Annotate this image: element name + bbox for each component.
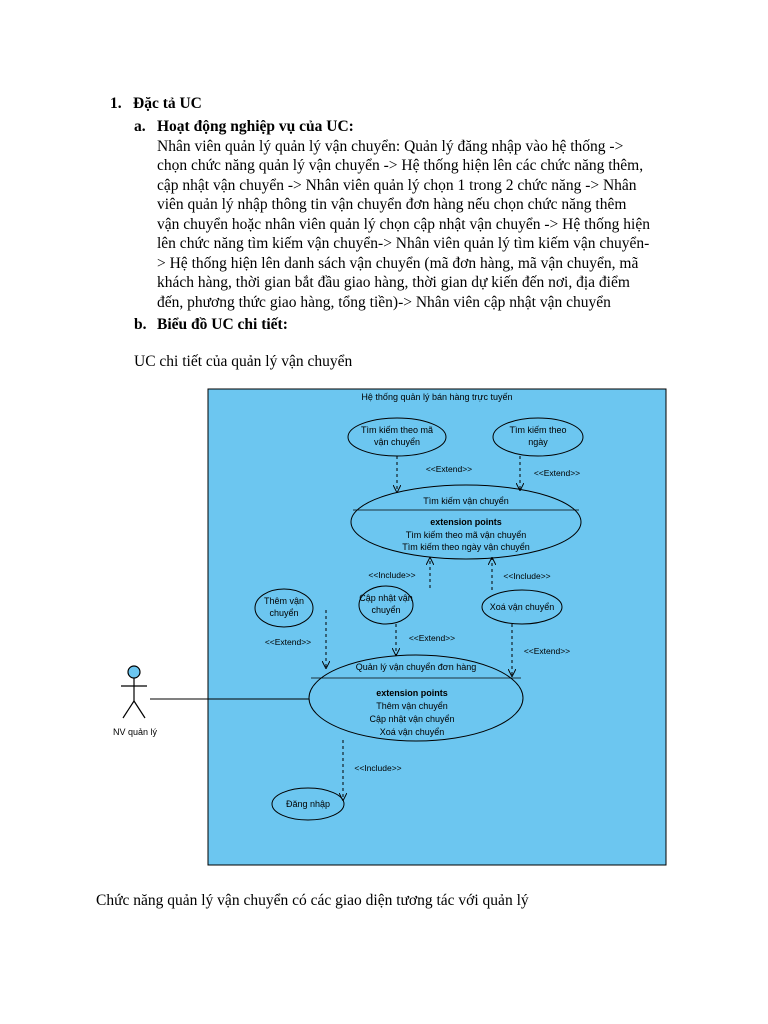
- description-line: khách hàng, thời gian bắt đầu giao hàng, thời gian dự kiến đến nơi, địa điểm: [157, 274, 630, 291]
- description-line: lên chức năng tìm kiếm vận chuyển-> Nhân viên quản lý tìm kiếm vận chuyển-: [157, 235, 650, 252]
- relation-label: <<Include>>: [503, 571, 551, 581]
- actor-head: [128, 666, 140, 678]
- usecase-label: vận chuyển: [373, 437, 421, 447]
- system-title: Hệ thống quản lý bán hàng trực tuyến: [361, 392, 513, 402]
- section-title: Đặc tả UC: [133, 95, 202, 112]
- sub-a-title: Hoạt động nghiệp vụ của UC:: [157, 118, 354, 135]
- diagram-caption: UC chi tiết của quản lý vận chuyển: [134, 353, 353, 370]
- usecase-label: Thêm vận: [263, 596, 305, 606]
- sub-a-marker: a.: [134, 118, 146, 135]
- usecase-label: Tìm kiếm theo: [509, 425, 567, 435]
- system-boundary: [208, 389, 666, 865]
- description-line: > Hệ thống hiện lên danh sách vận chuyển (mã đơn hàng, mã vận chuyển, mã: [157, 255, 639, 272]
- actor-name: NV quản lý: [112, 727, 158, 737]
- description-line: cập nhật vận chuyển -> Nhân viên quản lý chọn 1 trong 2 chức năng -> Nhân: [157, 177, 637, 194]
- usecase-label: Cập nhật vận: [359, 593, 413, 603]
- relation-label: <<Extend>>: [523, 646, 571, 656]
- usecase-label: Đăng nhập: [285, 799, 331, 809]
- usecase-label: chuyển: [269, 608, 299, 618]
- description-line: vận chuyển hoặc nhân viên quản lý chọn cập nhật vận chuyển -> Hệ thống hiện: [157, 216, 650, 233]
- footer-text: Chức năng quản lý vận chuyển có các giao diện tương tác với quản lý: [96, 892, 529, 909]
- description-line: chọn chức năng quản lý vận chuyển -> Hệ thống hiện lên các chức năng thêm,: [157, 157, 644, 174]
- usecase-label: chuyển: [371, 605, 401, 615]
- relation-label: <<Extend>>: [425, 464, 473, 474]
- relation-label: <<Extend>>: [408, 633, 456, 643]
- section-number: 1.: [110, 95, 122, 112]
- extension-points-title: extension points: [430, 517, 502, 527]
- extension-point: Cập nhật vận chuyển: [369, 714, 455, 724]
- actor-stick-figure: [121, 666, 147, 718]
- extension-points-title: extension points: [376, 688, 448, 698]
- extension-point: Xoá vận chuyển: [379, 727, 445, 737]
- extension-point: Tìm kiếm theo mã vận chuyển: [405, 530, 527, 540]
- usecase-label: Xoá vận chuyển: [489, 602, 555, 612]
- usecase-label: Tìm kiếm theo mã: [360, 425, 434, 435]
- usecase-name: Quản lý vận chuyển đơn hàng: [355, 662, 477, 672]
- relation-label: <<Include>>: [354, 763, 402, 773]
- sub-b-title: Biểu đồ UC chi tiết:: [157, 316, 288, 333]
- relation-label: <<Extend>>: [533, 468, 581, 478]
- usecase-label: ngày: [528, 437, 548, 447]
- usecase-name: Tìm kiếm vận chuyển: [423, 496, 509, 506]
- relation-label: <<Include>>: [368, 570, 416, 580]
- description-line: Nhân viên quản lý quản lý vận chuyển: Quản lý đăng nhập vào hệ thống ->: [157, 138, 624, 155]
- extension-point: Thêm vận chuyển: [376, 701, 448, 711]
- description-line: đến, phương thức giao hàng, tổng tiền)-> Nhân viên cập nhật vận chuyển: [157, 294, 611, 311]
- extension-point: Tìm kiếm theo ngày vận chuyển: [402, 542, 530, 552]
- sub-b-marker: b.: [134, 316, 147, 333]
- description-line: viên quản lý nhập thông tin vận chuyển đơn hàng nếu chọn chức năng thêm: [157, 196, 627, 213]
- relation-label: <<Extend>>: [264, 637, 312, 647]
